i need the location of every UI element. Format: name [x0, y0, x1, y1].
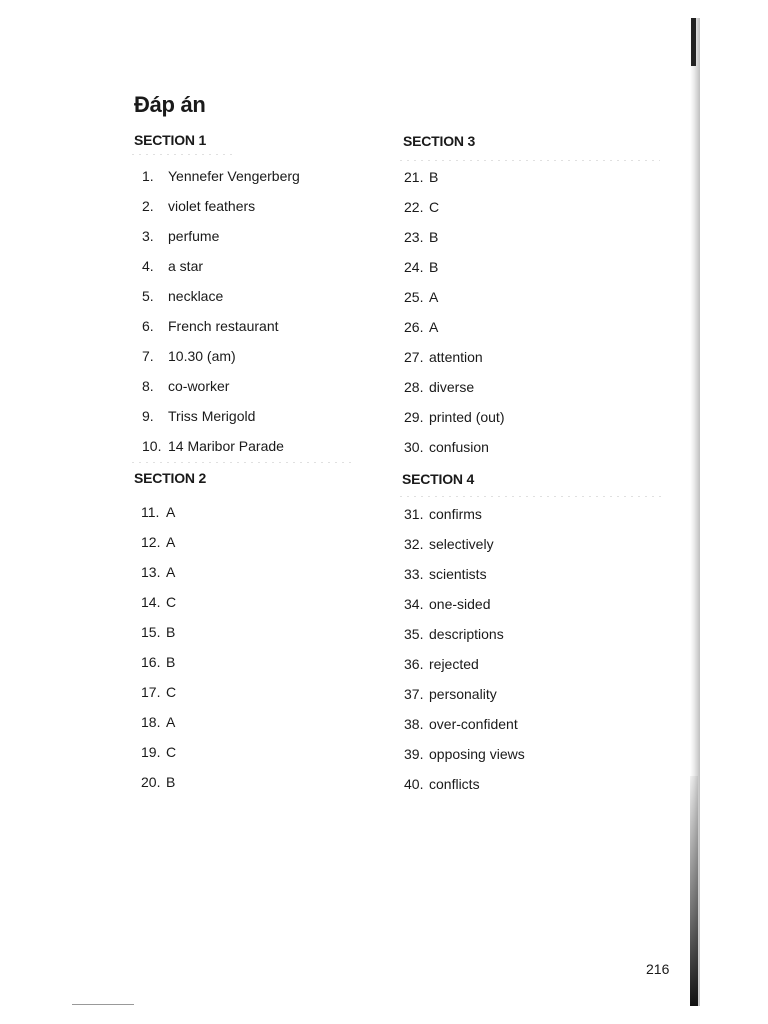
item-number: 38. [404, 716, 424, 732]
item-answer: confusion [429, 439, 489, 455]
item-number: 7. [142, 348, 154, 364]
list-item [141, 593, 176, 623]
item-answer: C [429, 199, 440, 215]
list-item [404, 625, 525, 655]
item-number: 34. [404, 596, 424, 612]
item-number: 6. [142, 318, 154, 334]
item-number: 8. [142, 378, 154, 394]
item-number: 24. [404, 259, 424, 275]
section-4-heading: SECTION 4 [402, 471, 475, 487]
item-number: 12. [141, 534, 161, 550]
item-answer: A [429, 289, 439, 305]
item-answer: C [166, 744, 177, 760]
item-number: 13. [141, 564, 161, 580]
item-answer: printed (out) [429, 409, 505, 425]
list-item [404, 348, 504, 378]
list-item [142, 197, 300, 227]
item-number: 5. [142, 288, 154, 304]
item-answer: selectively [429, 536, 494, 552]
item-answer: violet feathers [168, 198, 256, 214]
item-answer: Triss Merigold [168, 408, 256, 424]
list-item [404, 378, 504, 408]
item-answer: one-sided [429, 596, 491, 612]
item-answer: over-confident [429, 716, 518, 732]
list-item [404, 715, 525, 745]
list-item [141, 503, 176, 533]
item-answer: descriptions [429, 626, 504, 642]
section-3-heading: SECTION 3 [403, 133, 476, 149]
list-item [141, 743, 176, 773]
item-answer: co-worker [168, 378, 230, 394]
section-1-heading: SECTION 1 [134, 132, 207, 148]
item-number: 2. [142, 198, 154, 214]
list-item [404, 198, 504, 228]
item-number: 21. [404, 169, 424, 185]
list-item [404, 595, 525, 625]
list-item [404, 505, 525, 535]
list-item [142, 317, 300, 347]
scan-noise [400, 160, 660, 161]
item-number: 17. [141, 684, 161, 700]
list-item [141, 713, 176, 743]
list-item [142, 257, 300, 287]
list-item [404, 408, 504, 438]
item-answer: A [166, 504, 176, 520]
item-answer: B [429, 169, 439, 185]
item-number: 18. [141, 714, 161, 730]
item-answer: A [166, 714, 176, 730]
page-number: 216 [646, 961, 670, 977]
list-item [404, 655, 525, 685]
list-item [404, 685, 525, 715]
item-number: 16. [141, 654, 161, 670]
list-item [404, 168, 504, 198]
item-number: 20. [141, 774, 161, 790]
page-title: Đáp án [134, 92, 206, 117]
item-number: 9. [142, 408, 154, 424]
list-item [404, 438, 504, 468]
list-item [404, 775, 525, 805]
item-answer: rejected [429, 656, 479, 672]
list-item [404, 535, 525, 565]
item-number: 22. [404, 199, 424, 215]
item-answer: perfume [168, 228, 220, 244]
list-item [142, 377, 300, 407]
item-number: 29. [404, 409, 424, 425]
list-item [404, 288, 504, 318]
section-3-answers [404, 168, 504, 468]
item-answer: B [166, 654, 176, 670]
item-number: 19. [141, 744, 161, 760]
scan-bottom-line [72, 1004, 134, 1005]
item-number: 36. [404, 656, 424, 672]
item-answer: opposing views [429, 746, 525, 762]
list-item [141, 533, 176, 563]
list-item [142, 227, 300, 257]
item-answer: A [166, 564, 176, 580]
section-2-answers [141, 503, 176, 803]
item-answer: 14 Maribor Parade [168, 438, 284, 454]
item-answer: C [166, 684, 177, 700]
item-answer: B [166, 774, 176, 790]
item-answer: C [166, 594, 177, 610]
item-number: 14. [141, 594, 161, 610]
item-answer: diverse [429, 379, 475, 395]
item-number: 4. [142, 258, 154, 274]
item-number: 40. [404, 776, 424, 792]
section-2-heading: SECTION 2 [134, 470, 207, 486]
list-item [141, 683, 176, 713]
list-item [404, 565, 525, 595]
item-answer: necklace [168, 288, 224, 304]
item-number: 32. [404, 536, 424, 552]
section-1-answers [142, 167, 300, 467]
item-number: 15. [141, 624, 161, 640]
list-item [142, 287, 300, 317]
list-item [404, 228, 504, 258]
list-item [141, 773, 176, 803]
item-answer: French restaurant [168, 318, 279, 334]
list-item [142, 167, 300, 197]
scan-edge-top-mark [691, 18, 696, 66]
item-number: 25. [404, 289, 424, 305]
item-answer: 10.30 (am) [168, 348, 236, 364]
item-number: 10. [142, 438, 162, 454]
item-answer: conflicts [429, 776, 480, 792]
list-item [404, 745, 525, 775]
item-answer: confirms [429, 506, 482, 522]
item-answer: B [429, 259, 439, 275]
list-item [141, 563, 176, 593]
item-answer: a star [168, 258, 204, 274]
item-number: 28. [404, 379, 424, 395]
item-number: 23. [404, 229, 424, 245]
item-number: 37. [404, 686, 424, 702]
item-number: 11. [141, 504, 160, 520]
item-answer: scientists [429, 566, 487, 582]
scan-noise [132, 154, 232, 155]
item-answer: personality [429, 686, 497, 702]
list-item [404, 258, 504, 288]
list-item [142, 407, 300, 437]
item-answer: B [166, 624, 176, 640]
list-item [142, 437, 300, 467]
item-number: 35. [404, 626, 424, 642]
item-answer: attention [429, 349, 483, 365]
list-item [142, 347, 300, 377]
scan-edge-bottom-mark [690, 776, 698, 1006]
item-number: 27. [404, 349, 424, 365]
item-number: 26. [404, 319, 424, 335]
scan-noise [400, 496, 665, 497]
item-answer: Yennefer Vengerberg [168, 168, 300, 184]
item-number: 39. [404, 746, 424, 762]
section-4-answers [404, 505, 525, 805]
list-item [141, 653, 176, 683]
item-number: 3. [142, 228, 154, 244]
item-answer: A [166, 534, 176, 550]
list-item [404, 318, 504, 348]
item-number: 31. [404, 506, 424, 522]
item-number: 30. [404, 439, 424, 455]
item-number: 1. [142, 168, 154, 184]
item-number: 33. [404, 566, 424, 582]
item-answer: B [429, 229, 439, 245]
item-answer: A [429, 319, 439, 335]
list-item [141, 623, 176, 653]
